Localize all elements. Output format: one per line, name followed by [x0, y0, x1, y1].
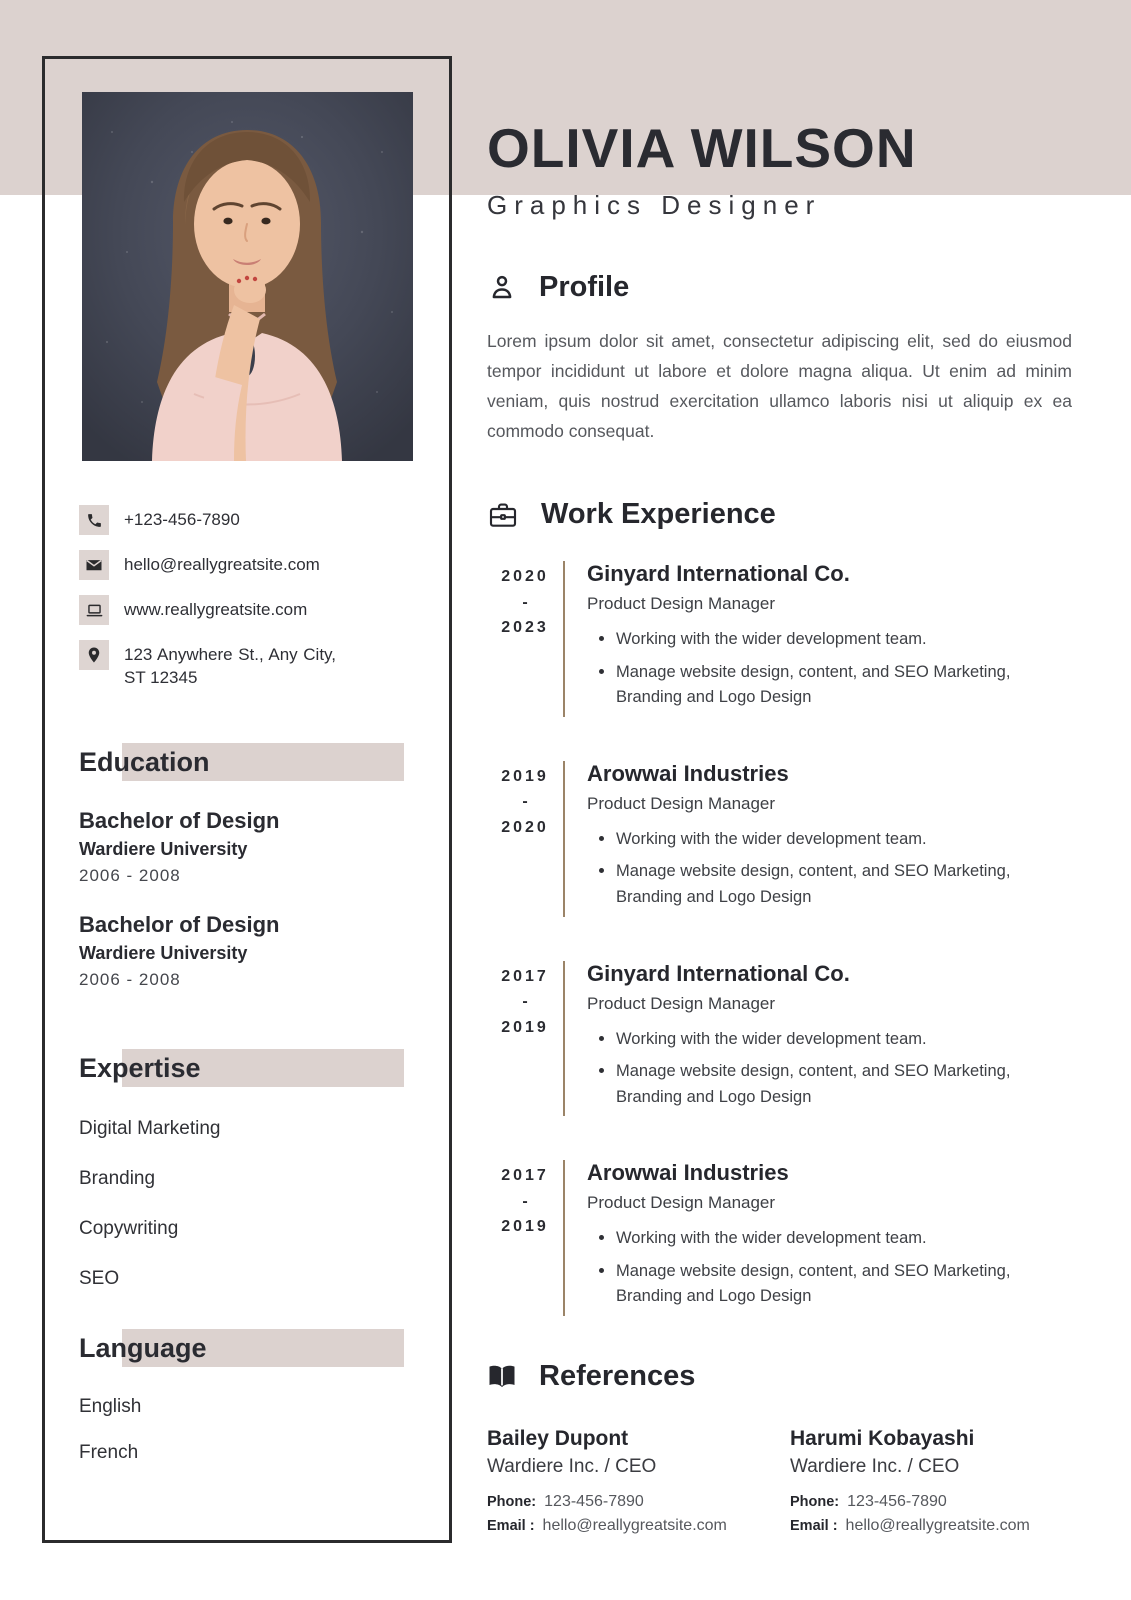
phone-value: 123-456-7890: [544, 1492, 644, 1510]
expertise-item: SEO: [79, 1267, 120, 1289]
email-icon: [79, 550, 109, 580]
job-bullet: Manage website design, content, and SEO Marketing, Branding and Logo Design: [599, 1059, 1072, 1110]
reference-card: [487, 1427, 790, 1535]
profile-heading: Profile: [487, 271, 1072, 304]
reference-company: Wardiere Inc. / CEO: [790, 1455, 960, 1477]
reference-name: Harumi Kobayashi: [790, 1426, 975, 1450]
job-details: [563, 561, 1072, 717]
company-name: Ginyard International Co.: [587, 561, 850, 587]
contact-list: [45, 505, 449, 690]
email-value: hello@reallygreatsite.com: [542, 1516, 727, 1534]
expertise-item: Branding: [79, 1167, 156, 1189]
page-title: OLIVIA WILSON: [487, 117, 917, 179]
school-name: Wardiere University: [79, 942, 248, 963]
profile-section: [487, 271, 1072, 446]
job-bullet: Working with the wider development team.: [599, 627, 1072, 653]
phone-icon: [79, 505, 109, 535]
job-bullet: Manage website design, content, and SEO Marketing, Branding and Logo Design: [599, 1259, 1072, 1310]
job-entry: [487, 561, 1072, 717]
expertise-item: Copywriting: [79, 1217, 179, 1239]
job-role: Product Design Manager: [587, 1193, 776, 1213]
expertise-item: Digital Marketing: [79, 1117, 221, 1139]
reference-card: [790, 1427, 1072, 1535]
email-label: Email :: [487, 1517, 535, 1534]
email-label: Email :: [790, 1517, 838, 1534]
job-details: [563, 961, 1072, 1117]
education-entry: [79, 808, 419, 886]
job-years: 2017 - 2019: [501, 1167, 549, 1236]
job-entry: [487, 1160, 1072, 1316]
expertise-list: [79, 1118, 419, 1290]
education-years: 2006 - 2008: [79, 969, 181, 989]
job-entry: [487, 761, 1072, 917]
job-bullet: Working with the wider development team.: [599, 827, 1072, 853]
profile-text: Lorem ipsum dolor sit amet, consectetur adipiscing elit, sed do eiusmod tempor incididunt ut labore et dolore magna aliqua. Ut enim ad minim veniam, quis nostrud exercitation ullamco laboris nisi ut aliquip ex ea commodo consequat.: [487, 330, 1072, 442]
person-icon: [487, 272, 517, 302]
job-years: 2019 - 2020: [501, 767, 549, 836]
company-name: Arowwai Industries: [587, 1160, 789, 1186]
job-role: Product Design Manager: [587, 793, 776, 813]
degree-title: Bachelor of Design: [79, 807, 280, 833]
school-name: Wardiere University: [79, 838, 248, 859]
language-item: English: [79, 1395, 142, 1417]
job-title: Graphics Designer: [487, 189, 822, 220]
job-bullet: Working with the wider development team.: [599, 1226, 1072, 1252]
reference-email-row: [487, 1517, 790, 1535]
job-bullet: Working with the wider development team.: [599, 1027, 1072, 1053]
reference-company: Wardiere Inc. / CEO: [487, 1455, 657, 1477]
language-heading: Language: [79, 1328, 419, 1368]
phone-label: Phone:: [790, 1493, 840, 1510]
job-years: 2020 - 2023: [501, 568, 549, 637]
expertise-heading: Expertise: [79, 1048, 419, 1088]
email-value: hello@reallygreatsite.com: [124, 555, 320, 574]
references-heading: References: [487, 1360, 1072, 1393]
job-details: [563, 1160, 1072, 1316]
phone-label: Phone:: [487, 1493, 537, 1510]
job-role: Product Design Manager: [587, 594, 776, 614]
language-item: French: [79, 1441, 139, 1463]
location-icon: [79, 640, 109, 670]
email-value: hello@reallygreatsite.com: [845, 1516, 1030, 1534]
contact-item-phone: [79, 505, 435, 535]
job-bullets: [587, 1226, 1072, 1316]
main-content: [487, 0, 1072, 1535]
job-bullets: [587, 1027, 1072, 1117]
education-section: [45, 742, 449, 990]
degree-title: Bachelor of Design: [79, 911, 280, 937]
phone-value: +123-456-7890: [124, 510, 240, 529]
work-experience-heading: Work Experience: [487, 498, 1072, 531]
jobs-list: [487, 561, 1072, 1316]
company-name: Ginyard International Co.: [587, 960, 850, 986]
job-bullets: [587, 827, 1072, 917]
briefcase-icon: [487, 499, 519, 531]
reference-phone-row: [790, 1493, 1072, 1511]
job-details: [563, 761, 1072, 917]
book-icon: [487, 1361, 517, 1391]
portrait-illustration: [82, 92, 413, 461]
reference-name: Bailey Dupont: [487, 1426, 629, 1450]
expertise-section: [45, 1048, 449, 1290]
reference-phone-row: [487, 1493, 790, 1511]
language-section: [45, 1328, 449, 1464]
sidebar: [42, 56, 452, 1543]
phone-value: 123-456-7890: [847, 1492, 947, 1510]
education-entry: [79, 912, 419, 990]
contact-item-email: [79, 550, 435, 580]
job-role: Product Design Manager: [587, 993, 776, 1013]
work-experience-section: [487, 498, 1072, 1316]
contact-item-website: [79, 595, 435, 625]
address-value: 123 Anywhere St., Any City, ST 12345: [124, 645, 336, 687]
job-bullet: Manage website design, content, and SEO Marketing, Branding and Logo Design: [599, 660, 1072, 711]
website-icon: [79, 595, 109, 625]
references-section: [487, 1360, 1072, 1535]
job-bullets: [587, 627, 1072, 717]
references-list: [487, 1427, 1072, 1535]
company-name: Arowwai Industries: [587, 760, 789, 786]
job-bullet: Manage website design, content, and SEO Marketing, Branding and Logo Design: [599, 859, 1072, 910]
education-years: 2006 - 2008: [79, 865, 181, 885]
contact-item-address: [79, 640, 435, 690]
language-list: [79, 1396, 419, 1464]
job-years: 2017 - 2019: [501, 967, 549, 1036]
website-value: www.reallygreatsite.com: [124, 600, 308, 619]
education-heading: Education: [79, 742, 419, 782]
reference-email-row: [790, 1517, 1072, 1535]
job-entry: [487, 961, 1072, 1117]
profile-photo: [82, 92, 413, 461]
